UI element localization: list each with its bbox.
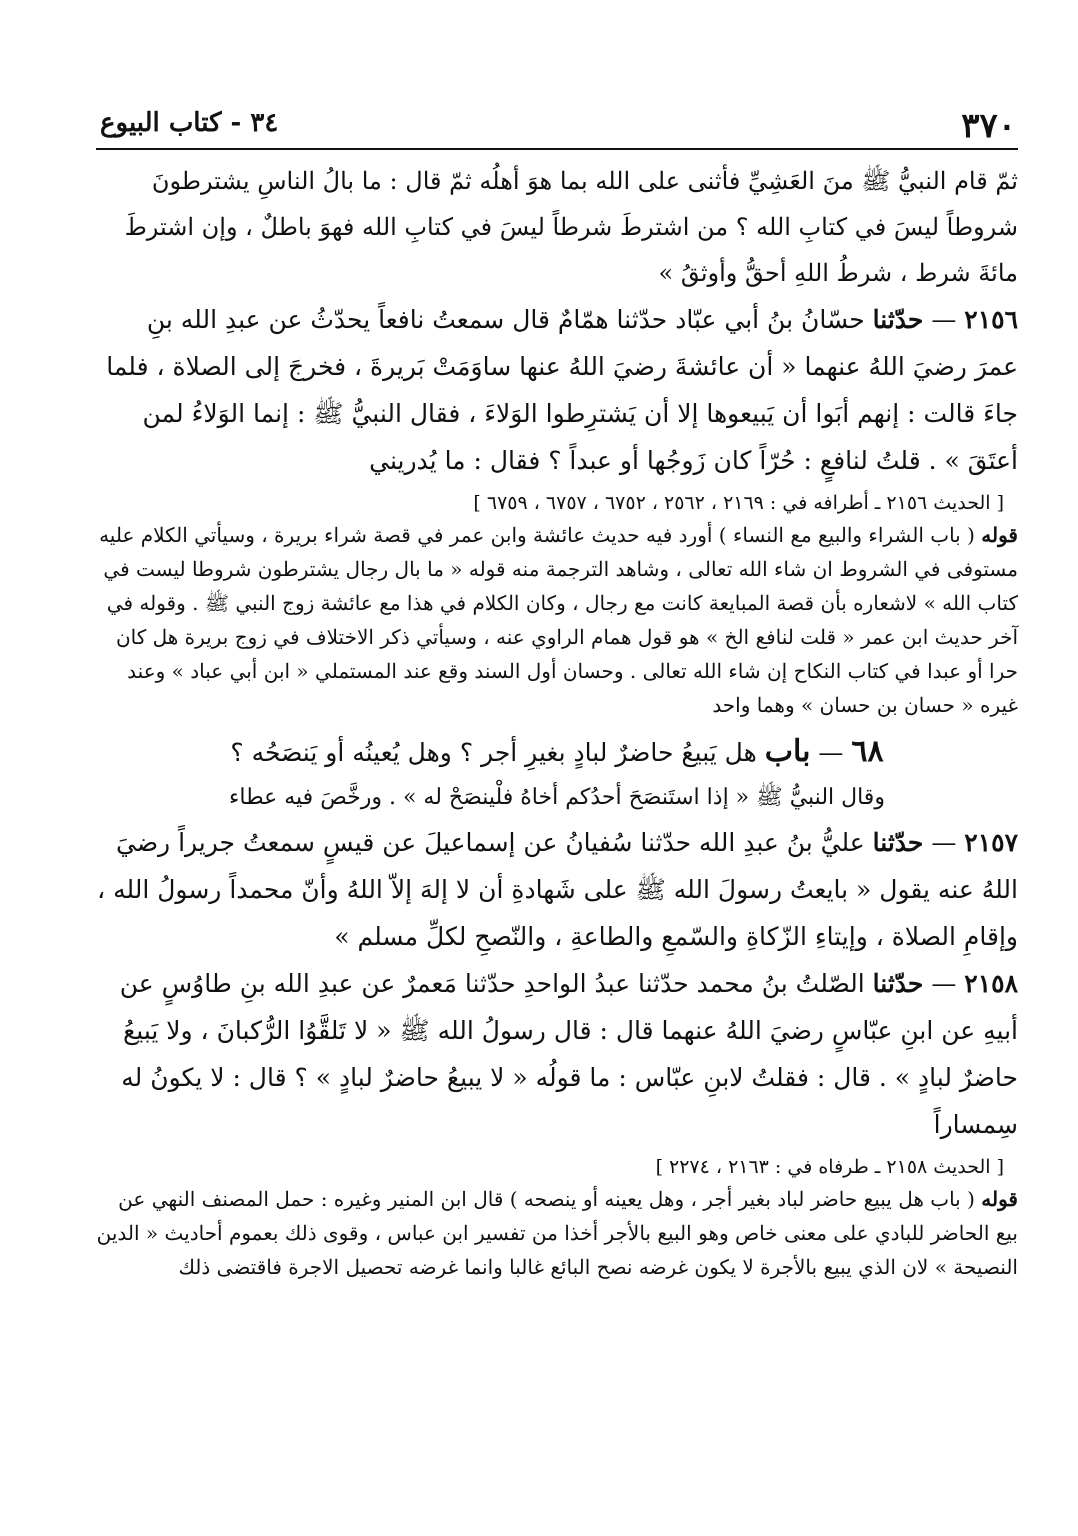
hadith-lead-word: حدّثنا <box>872 828 924 857</box>
commentary-text: ( باب الشراء والبيع مع النساء ) أورد فيه حديث عائشة وابن عمر في قصة شراء بريرة ، وسيأتي الكلام عليه مستوفى في الشروط ان شاء الله تعالى ، وشاهد الترجمة منه قوله « ما بال رجال يشترطون شروطا ليست في كتاب الله » لاشعاره بأن قصة المبايعة كانت مع رجال ، وكان الكلام في هذا مع عائشة زوج النبي ﷺ . وقوله في آخر حديث ابن عمر « قلت لنافع الخ » هو قول همام الراوي عنه ، وسيأتي ذكر الاختلاف في زوج بريرة هل كان حرا أو عبدا في كتاب النكاح إن شاء الله تعالى . وحسان أول السند وقع عند المستملي « ابن أبي عباد » وعند غيره « حسان بن حسان » وهما واحد <box>99 523 1018 717</box>
chapter-title: هل يَبيعُ حاضرٌ لبادٍ بغيرِ أجر ؟ وهل يُعينُه أو يَنصَحُه ؟ <box>230 738 757 767</box>
hadith-text: حسّانُ بنُ أبي عبّاد حدّثنا همّامٌ قال سمعتُ نافعاً يحدّثُ عن عبدِ الله بنِ عمرَ رضيَ اللهُ عنهما « أن عائشةَ رضيَ اللهُ عنها ساوَمَتْ بَريرةَ ، فخرجَ إلى الصلاة ، فلما جاءَ قالت : إنهم أبَوا أن يَبيعوها إلا أن يَشترِطوا الوَلاءَ ، فقال النبيُّ ﷺ : إنما الوَلاءُ لمن أعتَقَ » . قلتُ لنافعٍ : حُرّاً كان زَوجُها أو عبداً ؟ فقال : ما يُدريني <box>106 305 1018 475</box>
commentary-text: ( باب هل يبيع حاضر لباد بغير أجر ، وهل يعينه أو ينصحه ) قال ابن المنير وغيره : حمل المصنف النهي عن بيع الحاضر للبادي على معنى خاص وهو البيع بالأجر أخذا من تفسير ابن عباس ، وقوى ذلك بعموم أحاديث « الدين النصيحة » لان الذي يبيع بالأجرة لا يكون غرضه نصح البائع غالبا وانما غرضه تحصيل الاجرة فاقتضى ذلك <box>96 1187 1018 1279</box>
commentary-1 <box>96 518 1018 722</box>
hadith-number: ٢١٥٧ <box>964 828 1018 857</box>
continuation-text: ثمّ قام النبيُّ ﷺ منَ العَشِيِّ فأثنى على الله بما هوَ أهلُه ثمّ قال : ما بالُ الناسِ يشترطونَ شروطاً ليسَ في كتابِ الله ؟ من اشترطَ شرطاً ليسَ في كتابِ الله فهوَ باطلٌ ، وإن اشترطَ مائةَ شرط ، شرطُ اللهِ أحقُّ وأوثقُ » <box>124 167 1018 287</box>
running-title: ٣٤ - كتاب البيوع <box>100 108 279 138</box>
commentary-2 <box>96 1182 1018 1284</box>
hadith-reference: [ الحديث ٢١٥٨ ـ طرفاه في : ٢١٦٣ ، ٢٢٧٤ ] <box>655 1156 1004 1178</box>
commentary-lead-word: قوله <box>981 523 1018 547</box>
hadith-reference: [ الحديث ٢١٥٦ ـ أطرافه في : ٢١٦٩ ، ٢٥٦٢ ، ٦٧٥٢ ، ٦٧٥٧ ، ٦٧٥٩ ] <box>473 492 1004 514</box>
hadith-number: ٢١٥٦ <box>964 305 1018 334</box>
chapter-word: باب <box>764 734 811 769</box>
book-page <box>96 96 1018 1476</box>
chapter-number: ٦٨ <box>851 734 884 769</box>
chapter-subtitle: وقال النبيُّ ﷺ « إذا استَنصَحَ أحدُكم أخاهُ فلْينصَحْ له » . ورخَّصَ فيه عطاء <box>229 785 885 810</box>
hadith-text: الصّلتُ بنُ محمد حدّثنا عبدُ الواحدِ حدّثنا مَعمرٌ عن عبدِ الله بنِ طاوُسٍ عن أبيهِ عن ابنِ عبّاسٍ رضيَ اللهُ عنهما قال : قال رسولُ الله ﷺ « لا تَلقَّوُا الرُّكبانَ ، ولا يَبيعُ حاضرٌ لبادٍ » . قال : فقلتُ لابنِ عبّاس : ما قولُه « لا يبيعُ حاضرٌ لبادٍ » ؟ قال : لا يكونُ له سِمساراً <box>119 969 1018 1139</box>
commentary-lead-word: قوله <box>981 1187 1018 1211</box>
hadith-lead-word: حدّثنا <box>872 969 924 998</box>
hadith-2158: ٢١٥٨ — حدّثنا الصّلتُ بنُ محمد حدّثنا عبدُ الواحدِ حدّثنا مَعمرٌ عن عبدِ الله بنِ طاوُسٍ عن أبيهِ عن ابنِ عبّاسٍ رضيَ اللهُ عنهما قال : قال رسولُ الله ﷺ « لا تَلقَّوُا الرُّكبانَ ، ولا يَبيعُ حاضرٌ لبادٍ » . قال : فقلتُ لابنِ عبّاس : ما قولُه « لا يبيعُ حاضرٌ لبادٍ » ؟ قال : لا يكونُ له سِمساراً <box>119 969 1018 1139</box>
hadith-lead-word: حدّثنا <box>872 305 924 334</box>
chapter-heading: ٦٨ — باب هل يَبيعُ حاضرٌ لبادٍ بغيرِ أجر ؟ وهل يُعينُه أو يَنصَحُه ؟ <box>230 734 884 769</box>
hadith-2157: ٢١٥٧ — حدّثنا عليُّ بنُ عبدِ الله حدّثنا سُفيانُ عن إسماعيلَ عن قيسٍ سمعتُ جريراً رضيَ اللهُ عنه يقول « بايعتُ رسولَ الله ﷺ على شَهادةِ أن لا إلهَ إلاّ اللهُ وأنّ محمداً رسولُ الله ، وإقامِ الصلاة ، وإيتاءِ الزّكاةِ والسّمعِ والطاعةِ ، والنّصحِ لكلِّ مسلم » <box>97 828 1018 951</box>
page-header <box>96 96 1018 150</box>
hadith-number: ٢١٥٨ <box>964 969 1018 998</box>
hadith-2156: ٢١٥٦ — حدّثنا حسّانُ بنُ أبي عبّاد حدّثنا همّامٌ قال سمعتُ نافعاً يحدّثُ عن عبدِ الله بنِ عمرَ رضيَ اللهُ عنهما « أن عائشةَ رضيَ اللهُ عنها ساوَمَتْ بَريرةَ ، فخرجَ إلى الصلاة ، فلما جاءَ قالت : إنهم أبَوا أن يَبيعوها إلا أن يَشترِطوا الوَلاءَ ، فقال النبيُّ ﷺ : إنما الوَلاءُ لمن أعتَقَ » . قلتُ لنافعٍ : حُرّاً كان زَوجُها أو عبداً ؟ فقال : ما يُدريني <box>106 305 1018 475</box>
hadith-text: عليُّ بنُ عبدِ الله حدّثنا سُفيانُ عن إسماعيلَ عن قيسٍ سمعتُ جريراً رضيَ اللهُ عنه يقول « بايعتُ رسولَ الله ﷺ على شَهادةِ أن لا إلهَ إلاّ اللهُ وأنّ محمداً رسولُ الله ، وإقامِ الصلاة ، وإيتاءِ الزّكاةِ والسّمعِ والطاعةِ ، والنّصحِ لكلِّ مسلم » <box>97 828 1018 951</box>
page-number: ٣٧٠ <box>961 106 1016 146</box>
